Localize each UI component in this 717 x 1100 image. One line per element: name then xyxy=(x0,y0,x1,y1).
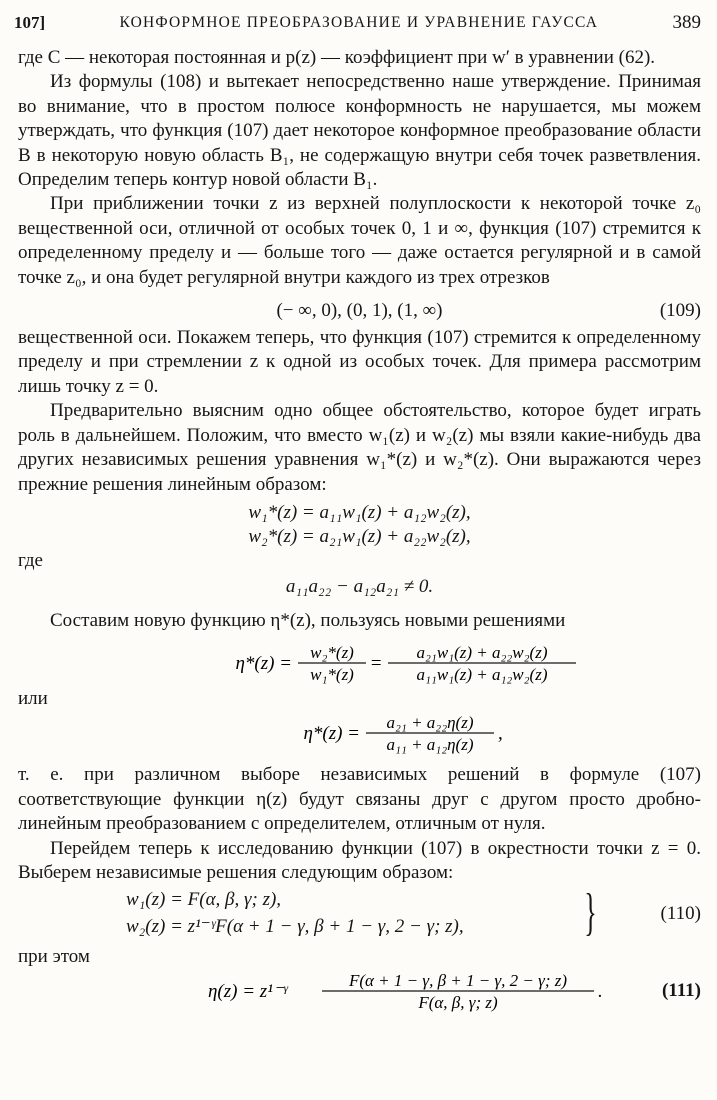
eta-numerator: F(α + 1 − γ, β + 1 − γ, 2 − γ; z) xyxy=(348,971,567,991)
paragraph-3: При приближении точки z из верхней полуплоскости к некоторой точке z₀ вещественной оси, отличной от особых точек 0, 1 и ∞, функция (107) стремится к определенному пределу и — больше того — даже остается регулярной и в самой точке z₀, и она будет регулярной внутри каждого из трех отрезков xyxy=(18,193,701,288)
paragraph-8: Перейдем теперь к исследованию функции (107) в окрестности точки z = 0. Выберем независимые решения следующим образом: xyxy=(18,837,701,883)
eta-denominator: F(α, β, γ; z) xyxy=(417,993,498,1013)
page-body xyxy=(18,46,701,1015)
eta-star-lhs: η*(z) = xyxy=(234,653,292,675)
paragraph-5: Предварительно выясним одно общее обстоятельство, которое будет играть роль в дальнейшем. Положим, что вместо w₁(z) и w₂(z) мы взяли какие-нибудь два других независимых решения уравнения w₁*(z) и w₂*(z). Они выражаются через прежние решения линейным образом: xyxy=(18,400,701,495)
eta-star-mobius xyxy=(18,711,701,757)
linear-relation-2: w₂*(z) = a₂₁w₁(z) + a₂₂w₂(z), xyxy=(248,525,471,547)
page-number: 389 xyxy=(672,12,701,33)
mobius-denominator: a₁₁ + a₁₂η(z) xyxy=(386,735,473,755)
fraction-2-numerator: a₂₁w₁(z) + a₂₂w₂(z) xyxy=(416,643,547,663)
fraction-1-numerator: w₂*(z) xyxy=(309,643,354,663)
equation-111 xyxy=(18,969,701,1015)
paragraph-7: т. е. при различном выборе независимых решений в формуле (107) соответствующие функции η(z) будут связаны друг с другом просто дробно-линейным преобразованием с определителем, отличным от нуля. xyxy=(18,764,701,835)
paragraph-2: Из формулы (108) и вытекает непосредственно наше утверждение. Принимая во внимание, что в простом полюсе конформность не нарушается, мы можем утверждать, что функция (107) дает некоторое конформное преобразование области B в некоторую новую область B₁, не содержащую внутри себя точек разветвления. Определим теперь контур новой области B₁. xyxy=(18,71,701,191)
equation-110 xyxy=(18,884,701,945)
fraction-2-denominator: a₁₁w₁(z) + a₁₂w₂(z) xyxy=(416,665,547,685)
eta-trailing-period: . xyxy=(597,981,603,1003)
linear-relation-1: w₁*(z) = a₁₁w₁(z) + a₁₂w₂(z), xyxy=(248,501,471,523)
equation-109-body: (− ∞, 0), (0, 1), (1, ∞) xyxy=(276,300,443,322)
paragraph-4: вещественной оси. Покажем теперь, что функция (107) стремится к определенному пределу и при стремлении z к одной из особых точек. Для примера рассмотрим лишь точку z = 0. xyxy=(18,327,701,397)
mobius-trailing-comma: , xyxy=(497,723,503,745)
label-hence: при этом xyxy=(18,946,90,968)
linear-relations xyxy=(18,501,701,549)
determinant-condition: a₁₁a₂₂ − a₁₂a₂₁ ≠ 0. xyxy=(285,575,434,597)
fraction-1-denominator: w₁*(z) xyxy=(309,665,354,685)
solution-w2: w₂(z) = z¹⁻ᵞF(α + 1 − γ, β + 1 − γ, 2 − γ; z), xyxy=(126,916,464,938)
running-title: КОНФОРМНОЕ ПРЕОБРАЗОВАНИЕ И УРАВНЕНИЕ ГАУССА xyxy=(119,14,599,31)
running-header xyxy=(14,8,701,38)
paragraph-1: где C — некоторая постоянная и p(z) — коэффициент при w′ в уравнении (62). xyxy=(18,47,656,68)
equation-109 xyxy=(18,296,701,326)
eta-star-mobius-formula xyxy=(60,711,660,757)
solution-w1: w₁(z) = F(α, β, γ; z), xyxy=(126,889,282,911)
equation-110-number: (110) xyxy=(660,903,701,925)
right-brace-icon: } xyxy=(584,884,597,942)
equals-sign: = xyxy=(369,653,382,675)
label-where: где xyxy=(18,549,43,571)
label-or: или xyxy=(18,688,48,710)
mobius-numerator: a₂₁ + a₂₂η(z) xyxy=(386,713,473,733)
eta-star-definition-formula xyxy=(60,641,660,687)
eta-star-definition xyxy=(18,641,701,687)
section-number: 107] xyxy=(14,13,46,32)
eta-lhs: η(z) = z¹⁻ᵞ xyxy=(207,981,287,1003)
paragraph-6: Составим новую функцию η*(z), пользуясь новыми решениями xyxy=(50,609,566,631)
equation-111-formula xyxy=(60,969,660,1015)
equation-111-number: (111) xyxy=(661,980,701,1002)
eta-star2-lhs: η*(z) = xyxy=(302,723,360,745)
equation-109-number: (109) xyxy=(659,300,701,322)
